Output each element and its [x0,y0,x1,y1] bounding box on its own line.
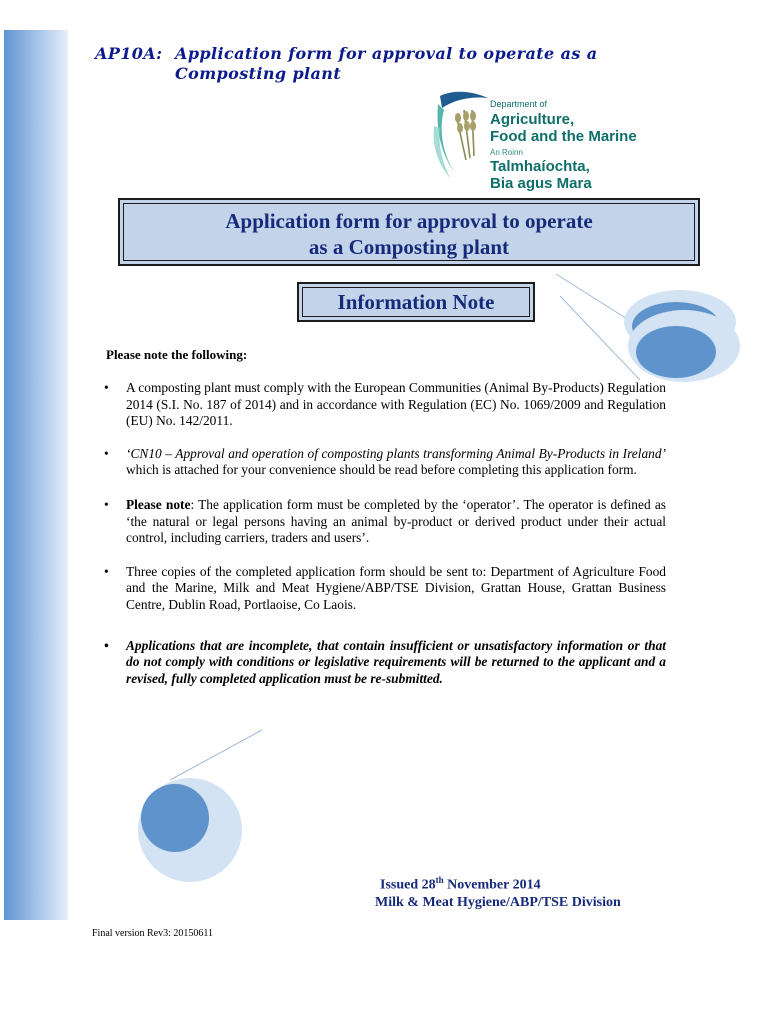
bullet-cn10-text: which is attached for your convenience should be read before completing this application form. [126,462,637,478]
bullet-incomplete-applications-text: Applications that are incomplete, that contain insufficient or unsatisfactory information or that do not comply with conditions or legislative requirements will be returned to the applicant and a revised, fully completed application must be re-submitted. [126,637,666,686]
issued-block [375,872,621,911]
bullet-dot: • [104,445,109,461]
logo-an-roinn: An Roinn [490,148,523,157]
logo-dept-of: Department of [490,99,548,109]
bullet-copies-address-text: Three copies of the completed application form should be sent to: Department of Agriculture Food and the Marine, Milk and Meat Hygiene/ABP/TSE Division, Grattan House, Grattan Business Centre, Dublin Road, Portlaoise, Co Laois. [126,563,666,612]
issued-date-ordinal: th [435,875,444,885]
bullet-cn10-title: ‘CN10 – Approval and operation of composting plants transforming Animal By-Products in Ireland’ [126,445,666,461]
bullet-dot: • [104,637,109,653]
bullet-operator-label: Please note [126,496,191,512]
bullet-regulation [104,380,666,430]
bullet-dot: • [104,563,109,579]
bullet-dot: • [104,496,109,512]
issued-date-suffix: November 2014 [443,877,541,893]
please-note-lead: Please note the following: [106,347,248,362]
issued-date-prefix: Issued 28 [380,877,436,893]
form-title-line1: Application form for approval to operate [225,209,593,233]
bullet-regulation-text: A composting plant must comply with the European Communities (Animal By-Products) Regulation 2014 (S.I. No. 187 of 2014) and in accordance with Regulation (EC) No. 1069/2009 and Regulation (EU) No. 142/2011. [126,380,666,429]
issued-division: Milk & Meat Hygiene/ABP/TSE Division [375,894,621,910]
header-title-line1: Application form for approval to operate as a [175,44,598,63]
bullet-incomplete-applications [104,638,666,688]
bullet-operator [104,497,666,547]
bullet-dot: • [104,380,109,395]
logo-line2: Food and the Marine [490,128,637,145]
logo-line4: Bia agus Mara [490,175,592,192]
bullet-copies-address [104,564,666,614]
logo-line3: Talmhaíochta, [490,158,590,175]
form-title-line2: as a Composting plant [308,235,510,259]
header-title-line2: Composting plant [175,64,342,83]
information-bullet-list [104,380,666,687]
footer-version: Final version Rev3: 20150611 [92,928,214,939]
information-note-heading: Information Note [337,290,495,314]
logo-line1: Agriculture, [490,111,575,128]
bullet-cn10 [104,446,666,479]
form-code: AP10A: [95,44,163,63]
bullet-operator-text: : The application form must be completed by the ‘operator’. The operator is defined as ‘the natural or legal persons having an animal by-product or derived product under their actual control, including carriers, traders and users’. [126,496,666,546]
